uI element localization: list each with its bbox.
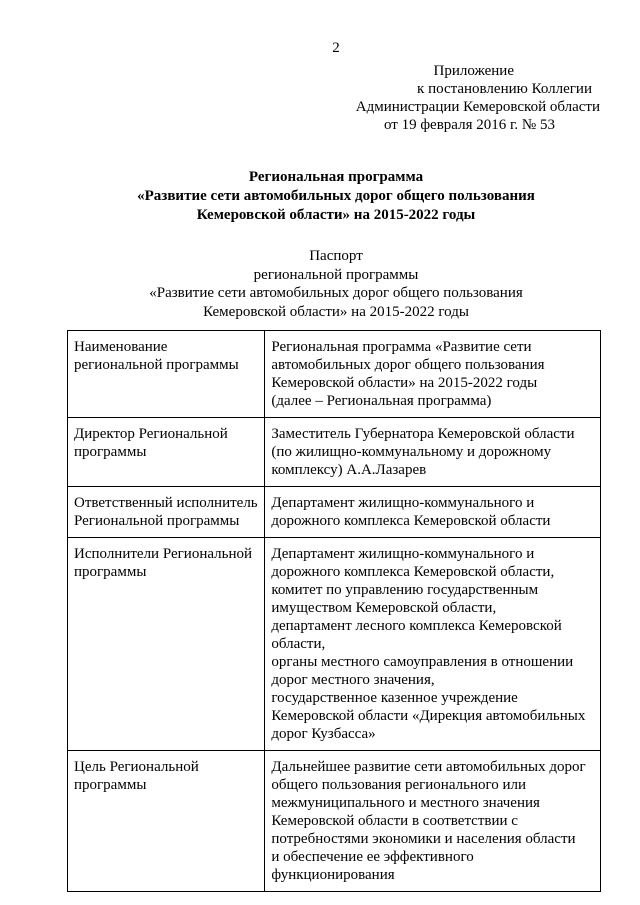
row-label: Директор Региональной программы bbox=[68, 418, 265, 487]
row-value: Дальнейшее развитие сети автомобильных дорог общего пользования регионального или межмуниципального и местного значения Кемеровской области в соответствии с потребностями экономики и населения области и обеспечение ее эффективного функционирования bbox=[265, 751, 601, 892]
row-label: Цель Региональной программы bbox=[68, 751, 265, 892]
table-row bbox=[68, 487, 601, 538]
row-value: Департамент жилищно-коммунального и дорожного комплекса Кемеровской области bbox=[265, 487, 601, 538]
passport-table bbox=[67, 330, 601, 892]
passport-title-line: «Развитие сети автомобильных дорог общего пользования bbox=[149, 285, 523, 301]
appendix-line: от 19 февраля 2016 г. № 53 bbox=[383, 117, 555, 133]
row-label: Исполнители Региональной программы bbox=[68, 538, 265, 751]
program-title-line: Региональная программа bbox=[248, 169, 424, 185]
appendix-line: Приложение bbox=[433, 63, 514, 79]
table-row bbox=[68, 538, 601, 751]
passport-title-line: Паспорт bbox=[309, 248, 363, 264]
program-title-line: «Развитие сети автомобильных дорог общего пользования bbox=[137, 188, 535, 204]
row-value: Департамент жилищно-коммунального и дорожного комплекса Кемеровской области, комитет по управлению государственным имуществом Кемеровской области, департамент лесного комплекса Кемеровской области, органы местного самоуправления в отношении дорог местного значения, государственное казенное учреждение Кемеровской области «Дирекция автомобильных дорог Кузбасса» bbox=[265, 538, 601, 751]
table-row bbox=[68, 751, 601, 892]
appendix-line: Администрации Кемеровской области bbox=[355, 99, 600, 115]
table-row bbox=[68, 418, 601, 487]
appendix-block bbox=[330, 62, 600, 134]
passport-title-line: Кемеровской области» на 2015-2022 годы bbox=[203, 303, 469, 320]
row-value: Заместитель Губернатора Кемеровской области (по жилищно-коммунальному и дорожному комплексу) А.А.Лазарев bbox=[265, 418, 601, 487]
row-value: Региональная программа «Развитие сети автомобильных дорог общего пользования Кемеровской области» на 2015-2022 годы (далее – Региональная программа) bbox=[265, 331, 601, 418]
table-row bbox=[68, 331, 601, 418]
passport-title-line: региональной программы bbox=[253, 266, 419, 283]
program-title-line: Кемеровской области» на 2015-2022 годы bbox=[196, 207, 476, 223]
row-label: Ответственный исполнитель Региональной программы bbox=[68, 487, 265, 538]
appendix-line: к постановлению Коллегии bbox=[417, 81, 592, 97]
page-number: 2 bbox=[332, 40, 340, 56]
passport-title bbox=[0, 247, 640, 321]
row-label: Наименование региональной программы bbox=[68, 331, 265, 418]
program-title bbox=[0, 168, 640, 225]
